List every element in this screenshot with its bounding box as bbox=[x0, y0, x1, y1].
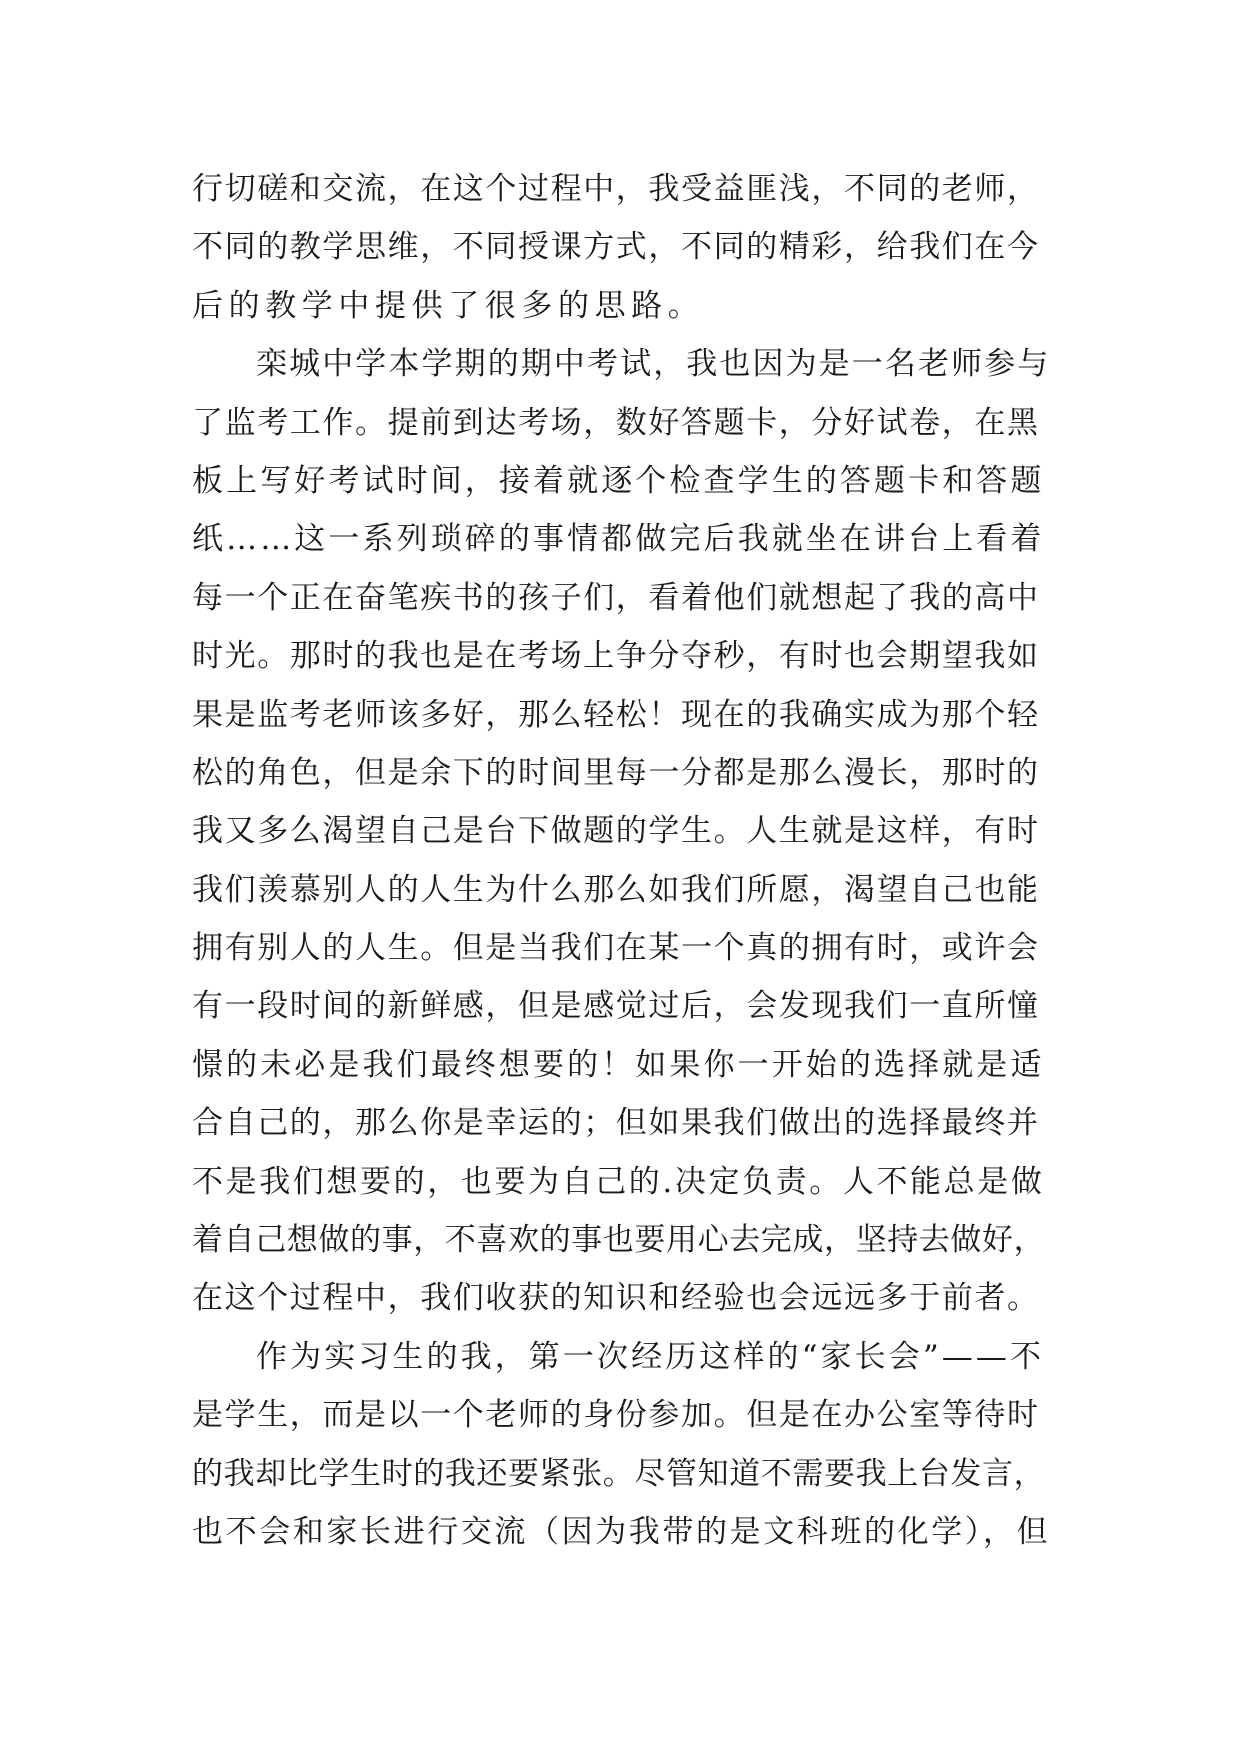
text-line: 合自己的，那么你是幸运的；但如果我们做出的选择最终并 bbox=[192, 1105, 1040, 1142]
text-line: 行切磋和交流，在这个过程中，我受益匪浅，不同的老师， bbox=[192, 171, 1040, 207]
paragraph-first-line: 栾城中学本学期的期中考试，我也因为是一名老师参与 bbox=[256, 346, 1051, 383]
text-line: 有一段时间的新鲜感，但是感觉过后，会发现我们一直所憧 bbox=[192, 988, 1040, 1025]
text-line: 纸……这一系列琐碎的事情都做完后我就坐在讲台上看着 bbox=[192, 521, 1045, 558]
text-line: 着自己想做的事，不喜欢的事也要用心去完成，坚持去做好， bbox=[192, 1222, 1046, 1259]
text-line: 了监考工作。提前到达考场，数好答题卡，分好试卷，在黑 bbox=[192, 404, 1040, 441]
text-line: 的我却比学生时的我还要紧张。尽管知道不需要我上台发言， bbox=[192, 1455, 1046, 1492]
text-line: 不是我们想要的，也要为自己的.决定负责。人不能总是做 bbox=[192, 1163, 1045, 1200]
body-text bbox=[192, 160, 1052, 1561]
text-line: 我们羡慕别人的人生为什么那么如我们所愿，渴望自己也能 bbox=[192, 871, 1040, 908]
text-line: 拥有别人的人生。但是当我们在某一个真的拥有时，或许会 bbox=[192, 930, 1040, 967]
text-line: 果是监考老师该多好，那么轻松！现在的我确实成为那个轻 bbox=[192, 696, 1040, 733]
text-line: 每一个正在奋笔疾书的孩子们，看着他们就想起了我的高中 bbox=[192, 579, 1040, 616]
text-line: 是学生，而是以一个老师的身份参加。但是在办公室等待时 bbox=[192, 1397, 1040, 1434]
text-line: 在这个过程中，我们收获的知识和经验也会远远多于前者。 bbox=[192, 1280, 1040, 1317]
text-line: 也不会和家长进行交流（因为我带的是文科班的化学），但 bbox=[192, 1513, 1051, 1550]
text-line: 松的角色，但是余下的时间里每一分都是那么漫长，那时的 bbox=[192, 754, 1040, 791]
text-line: 后的教学中提供了很多的思路。 bbox=[192, 287, 705, 324]
text-line: 时光。那时的我也是在考场上争分夺秒，有时也会期望我如 bbox=[192, 638, 1040, 675]
text-line: 我又多么渴望自己是台下做题的学生。人生就是这样，有时 bbox=[192, 813, 1040, 850]
text-line: 憬的未必是我们最终想要的！如果你一开始的选择就是适 bbox=[192, 1046, 1045, 1083]
text-line: 板上写好考试时间，接着就逐个检查学生的答题卡和答题 bbox=[192, 462, 1045, 499]
text-line: 不同的教学思维，不同授课方式，不同的精彩，给我们在今 bbox=[192, 229, 1040, 266]
paragraph-first-line: 作为实习生的我，第一次经历这样的“家长会”——不 bbox=[256, 1338, 1045, 1375]
